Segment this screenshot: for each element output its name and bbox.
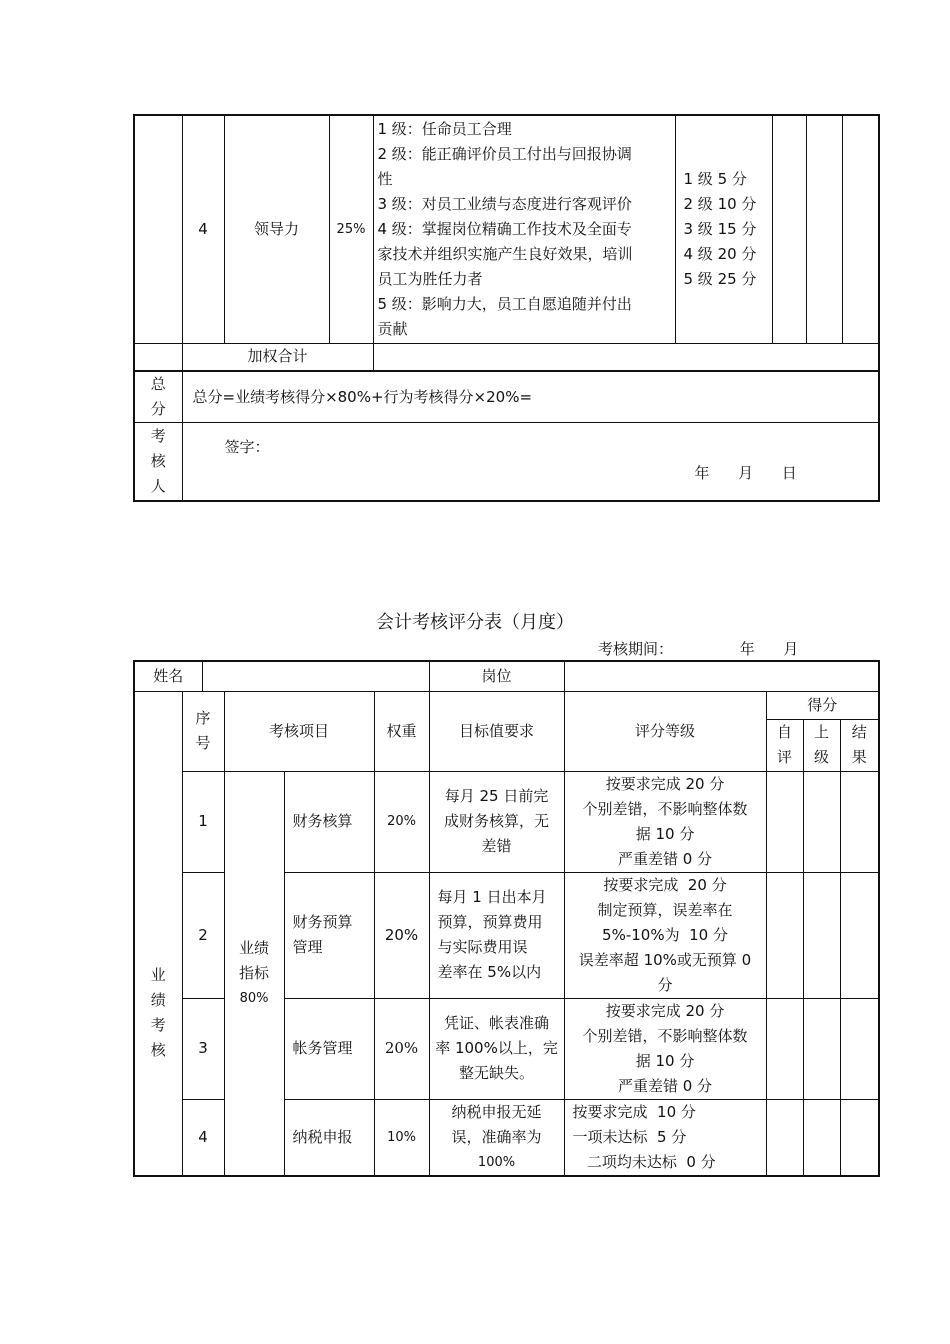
seq-cell: 4 (182, 1099, 224, 1176)
superior-score-cell[interactable] (803, 771, 840, 872)
grade-cell: 按要求完成 10 分 一项未达标 5 分 二项均未达标 0 分 (564, 1099, 766, 1176)
grade-cell: 按要求完成 20 分 个别差错，不影响整体数 据 10 分 严重差错 0 分 (564, 998, 766, 1099)
self-score-cell[interactable] (772, 115, 806, 343)
seq-cell: 2 (182, 872, 224, 998)
self-header: 自 评 (766, 719, 803, 771)
name-field[interactable] (202, 661, 429, 691)
target-cell: 凭证、帐表准确 率 100%以上，完 整无缺失。 (429, 998, 564, 1099)
total-row (134, 371, 879, 423)
item-cell: 纳税申报 (284, 1099, 374, 1176)
name-row (134, 661, 879, 691)
grade-cell: 按要求完成 20 分 制定预算，误差率在 5%-10%为 10 分 误差率超 10%或无预算 0 分 (564, 872, 766, 998)
superior-score-cell[interactable] (803, 998, 840, 1099)
weight-cell: 20% (374, 998, 429, 1099)
target-cell: 纳税申报无延 误，准确率为 100% (429, 1099, 564, 1176)
weight-cell: 20% (374, 872, 429, 998)
superior-score-cell[interactable] (803, 872, 840, 998)
assessment-period: 考核期间： 年 月 (598, 640, 799, 658)
table-row (134, 771, 879, 872)
seq-cell: 4 (182, 115, 224, 343)
accounting-score-table (133, 660, 880, 1177)
category-label: 业 绩 考 核 (134, 691, 182, 1176)
reviewer-row (134, 423, 879, 501)
seq-cell: 1 (182, 771, 224, 872)
item-cell: 财务核算 (284, 771, 374, 872)
seq-cell: 3 (182, 998, 224, 1099)
superior-header: 上 级 (803, 719, 840, 771)
result-score-cell[interactable] (842, 115, 879, 343)
result-score-cell[interactable] (840, 1099, 879, 1176)
table-row (134, 115, 879, 343)
sign-label: 签字： (224, 438, 270, 456)
total-formula: 总分=业绩考核得分×80%+行为考核得分×20%= (182, 371, 879, 423)
seq-header: 序 号 (182, 691, 224, 771)
self-score-cell[interactable] (766, 1099, 803, 1176)
target-cell: 每月 1 日出本月 预算，预算费用 与实际费用误 差率在 5%以内 (429, 872, 564, 998)
superior-score-cell[interactable] (806, 115, 842, 343)
name-label: 姓名 (134, 661, 202, 691)
grade-cell: 按要求完成 20 分 个别差错，不影响整体数 据 10 分 严重差错 0 分 (564, 771, 766, 872)
self-score-cell[interactable] (766, 872, 803, 998)
signature-area[interactable] (182, 423, 879, 501)
sign-date: 年 月 日 (694, 464, 797, 482)
header-row-1 (134, 691, 879, 719)
category-cell (134, 115, 182, 343)
result-score-cell[interactable] (840, 771, 879, 872)
self-score-cell[interactable] (766, 771, 803, 872)
result-header: 结 果 (840, 719, 879, 771)
weighted-total-value[interactable] (373, 343, 879, 371)
total-label: 总 分 (134, 371, 182, 423)
reviewer-label: 考 核 人 (134, 423, 182, 501)
superior-score-cell[interactable] (803, 1099, 840, 1176)
weighted-total-row (134, 343, 879, 371)
score-levels-cell: 1 级 5 分 2 级 10 分 3 级 15 分 4 级 20 分 5 级 25 分 (675, 115, 772, 343)
weighted-total-label: 加权合计 (182, 343, 373, 371)
target-cell: 每月 25 日前完 成财务核算，无 差错 (429, 771, 564, 872)
target-header: 目标值要求 (429, 691, 564, 771)
weight-cell: 10% (374, 1099, 429, 1176)
score-header: 得分 (766, 691, 879, 719)
grade-header: 评分等级 (564, 691, 766, 771)
page-title: 会计考核评分表（月度） (376, 612, 574, 633)
item-cell: 帐务管理 (284, 998, 374, 1099)
post-field[interactable] (564, 661, 879, 691)
weight-cell: 20% (374, 771, 429, 872)
weight-header: 权重 (374, 691, 429, 771)
item-cell: 财务预算 管理 (284, 872, 374, 998)
group-label: 业绩 指标 80% (224, 771, 284, 1176)
result-score-cell[interactable] (840, 872, 879, 998)
criteria-cell: 1 级：任命员工合理 2 级：能正确评价员工付出与回报协调 性 3 级：对员工业绩与态度进行客观评价 4 级：掌握岗位精确工作技术及全面专 家技术并组织实施产生良好效果，培训 员工为胜任力者 5 级：影响力大，员工自愿追随并付出 贡献 (373, 115, 675, 343)
weight-cell: 25% (329, 115, 373, 343)
result-score-cell[interactable] (840, 998, 879, 1099)
item-cell: 领导力 (224, 115, 329, 343)
item-header: 考核项目 (224, 691, 374, 771)
post-label: 岗位 (429, 661, 564, 691)
behavior-score-table-continued (133, 114, 880, 502)
self-score-cell[interactable] (766, 998, 803, 1099)
